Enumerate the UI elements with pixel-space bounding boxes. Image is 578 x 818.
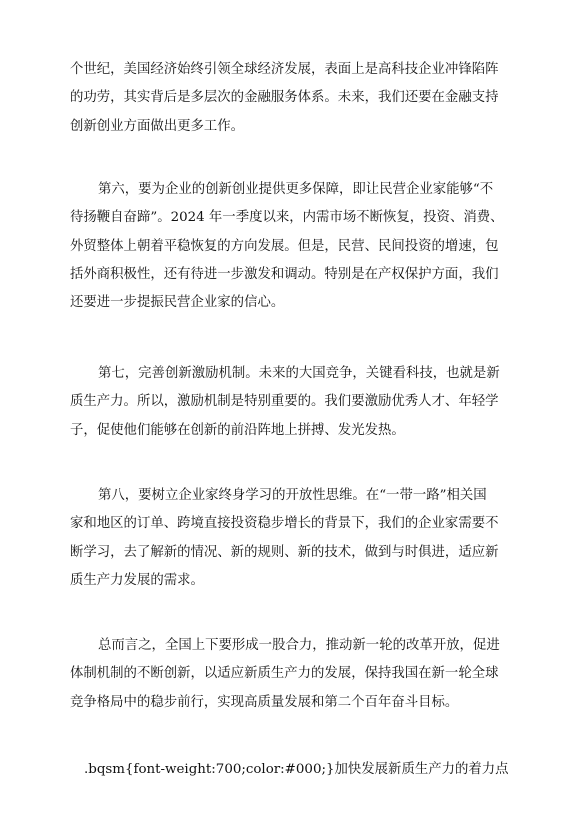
text-line: 个世纪，美国经济始终引领全球经济发展，表面上是高科技企业冲锋陷阵 — [70, 62, 499, 77]
text-line: 质生产力发展的需求。 — [70, 572, 204, 588]
text-line: 总而言之，全国上下要形成一股合力，推动新一轮的改革开放，促进 — [98, 638, 500, 653]
text-line: 的功劳，其实背后是多层次的金融服务体系。未来，我们还要在金融支持 — [70, 90, 499, 106]
text-line: 家和地区的订单、跨境直接投资稳步增长的背景下，我们的企业家需要不 — [70, 516, 499, 532]
text-line: 括外商积极性，还有待进一步激发和调动。特别是在产权保护方面，我们 — [70, 266, 499, 282]
text-line: 断学习，去了解新的情况、新的规则、新的技术，做到与时俱进，适应新 — [70, 544, 499, 560]
text-line: 第八，要树立企业家终身学习的开放性思维。在“一带一路”相关国 — [98, 488, 487, 503]
text-line: 创新创业方面做出更多工作。 — [70, 118, 245, 134]
paragraph-eighth — [70, 482, 510, 595]
text-line: 还要进一步提振民营企业家的信心。 — [70, 295, 285, 311]
paragraph-seventh — [70, 360, 510, 445]
text-line: 竞争格局中的稳步前行，实现高质量发展和第二个百年奋斗目标。 — [70, 694, 459, 710]
text-line: 子，促使他们能够在创新的前沿阵地上拼搏、发光发热。 — [70, 422, 405, 438]
section-heading-raw: .bqsm{font-weight:700;color:#000;}加快发展新质生产力的着力点 — [84, 762, 509, 777]
text-line: 体制机制的不断创新，以适应新质生产力的发展，保持我国在新一轮全球 — [70, 666, 499, 682]
paragraph-intro-continuation — [70, 56, 510, 141]
text-line: 第七，完善创新激励机制。未来的大国竞争，关键看科技，也就是新 — [98, 366, 500, 381]
text-line: 外贸整体上朝着平稳恢复的方向发展。但是，民营、民间投资的增速，包 — [70, 238, 499, 254]
text-line: 质生产力。所以，激励机制是特别重要的。我们要激励优秀人才、年轻学 — [70, 394, 499, 410]
text-line: 第六，要为企业的创新创业提供更多保障，即让民营企业家能够“不 — [98, 182, 494, 197]
paragraph-sixth — [70, 176, 510, 317]
paragraph-conclusion — [70, 632, 510, 717]
text-line: 待扬鞭自奋蹄”。2024 年一季度以来，内需市场不断恢复，投资、消费、 — [70, 210, 504, 226]
